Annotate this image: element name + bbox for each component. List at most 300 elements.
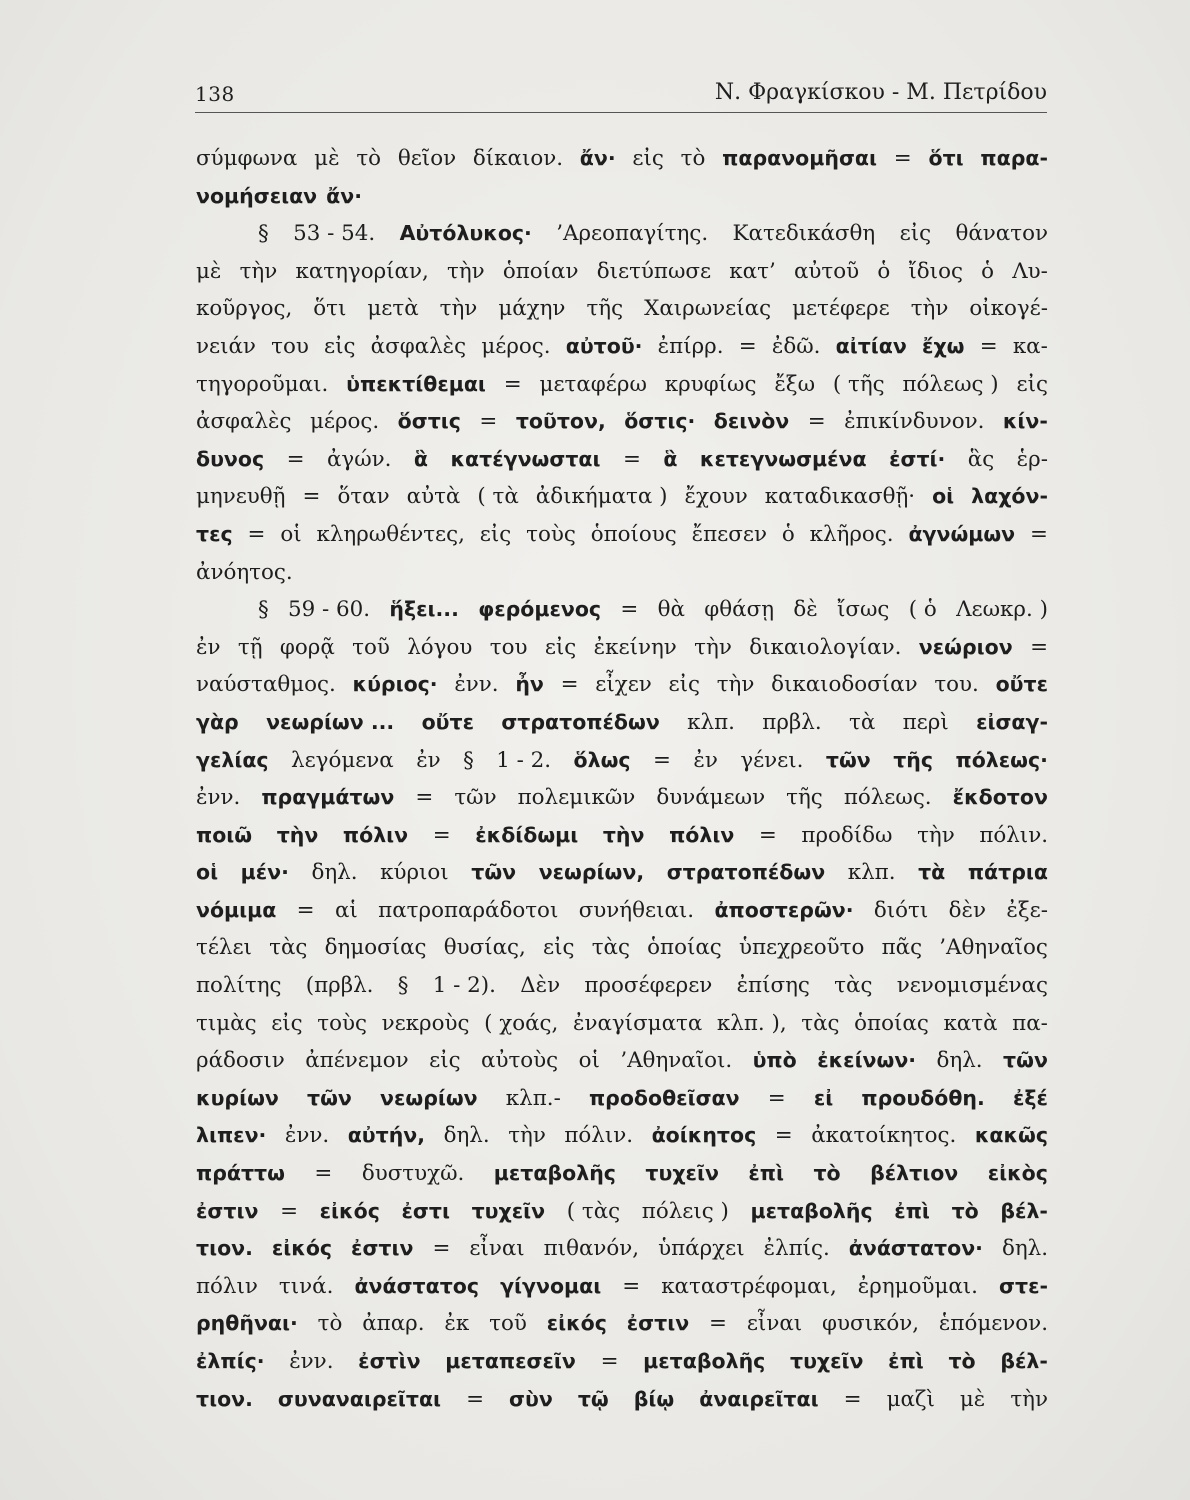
lemma-word: τὴν xyxy=(602,822,645,847)
lemma-word: ἀναιρεῖται xyxy=(699,1386,819,1411)
text-word: εἶναι xyxy=(746,1311,803,1337)
text-word: εἰς xyxy=(668,672,700,698)
text-word: § xyxy=(397,973,409,999)
text-line xyxy=(196,779,1048,817)
lemma-word: μεταβολῆς xyxy=(643,1349,766,1373)
text-line xyxy=(196,1155,1048,1193)
text-word: σύμφωνα xyxy=(196,146,298,171)
text-word: ἃς xyxy=(967,446,995,472)
text-word: ἐνν. xyxy=(289,1349,334,1374)
text-word: δίκαιον. xyxy=(472,146,564,171)
text-word: θὰ xyxy=(657,597,685,623)
text-word: ( χοάς, xyxy=(484,1010,559,1036)
text-word: τὴν xyxy=(694,634,732,660)
text-word: 1 - 2. xyxy=(496,747,552,773)
text-word: τῆς xyxy=(586,296,624,322)
text-word: μὲ xyxy=(959,1386,986,1412)
text-word: ὁ xyxy=(981,258,995,284)
lemma-word: ἐξέ xyxy=(1012,1085,1048,1110)
text-word: εἰς xyxy=(479,521,512,547)
text-word: ἐν xyxy=(693,747,718,773)
lemma-word: νεωρίων xyxy=(380,1085,478,1110)
text-word: Δὲν xyxy=(520,973,561,999)
text-word: αὐτοὺς xyxy=(481,1048,559,1074)
text-word: πᾶς xyxy=(881,935,923,961)
lemma-word: εἰκός xyxy=(319,1198,380,1223)
lemma-word: δυνος xyxy=(196,446,265,471)
text-word: ὁποίους xyxy=(590,521,677,547)
text-word: διετύπωσε xyxy=(596,258,712,284)
text-word: ἐλπίς. xyxy=(763,1236,830,1262)
lemma-word: ὑπεκτίθεμαι xyxy=(346,371,486,396)
text-line xyxy=(196,967,1048,1005)
lemma-word: εἰκός xyxy=(271,1236,333,1261)
text-word: φυσικόν, xyxy=(822,1311,920,1337)
text-word: τὴν xyxy=(508,1123,546,1149)
text-word: ἀπένεμον xyxy=(305,1048,409,1074)
text-line xyxy=(196,253,1048,291)
text-word: διότι xyxy=(873,897,929,923)
lemma-word: ἀνάστατον· xyxy=(848,1236,983,1261)
lemma-word: συναναιρεῖται xyxy=(277,1386,442,1411)
text-word: κλπ. xyxy=(687,709,735,735)
text-line xyxy=(196,817,1048,855)
text-line xyxy=(196,854,1048,892)
lemma-word: ἥξει... xyxy=(389,597,459,622)
text-word: (πρβλ. xyxy=(305,973,374,999)
text-word: = xyxy=(286,446,305,472)
lemma-word: ὅλως xyxy=(573,747,631,772)
text-word: πόλιν. xyxy=(564,1123,634,1149)
text-word: ’Αθηναῖος xyxy=(939,935,1048,961)
lemma-word: αὐτήν, xyxy=(347,1123,426,1148)
text-word: Λυ- xyxy=(1012,258,1048,284)
text-word: μὲ xyxy=(196,258,222,284)
text-word: πόλεως ) xyxy=(902,371,999,397)
text-word: ἐπίρρ. xyxy=(657,333,724,359)
text-line xyxy=(196,929,1048,967)
lemma-word: μεταβολῆς xyxy=(750,1198,873,1223)
text-word: τινά. xyxy=(278,1273,334,1299)
lemma-word: ἃ xyxy=(663,446,678,471)
text-word: προσέφερεν xyxy=(584,973,713,999)
text-word: νειάν xyxy=(196,333,256,359)
text-word: θυσίας, xyxy=(443,935,526,961)
text-line xyxy=(196,1268,1048,1306)
text-word: δικαιολογίαν. xyxy=(749,634,902,660)
lemma-word: στρατοπέδων xyxy=(666,860,826,885)
lemma-word: εἰσαγ- xyxy=(976,709,1048,734)
text-word: κλπ. ), xyxy=(716,1010,787,1036)
text-word: δυνάμεων xyxy=(656,785,766,811)
text-word: τὰς xyxy=(834,973,873,999)
text-line xyxy=(196,1343,1048,1381)
lemma-word: λαχόν- xyxy=(971,484,1048,509)
text-word: τιμὰς xyxy=(196,1010,257,1036)
lemma-word: τοῦτον, xyxy=(515,409,606,434)
text-word: πόλεως. xyxy=(843,785,932,811)
lemma-word: ἐστιν xyxy=(196,1198,259,1223)
text-word: = xyxy=(622,446,641,472)
text-word: ὁποίας xyxy=(854,1010,929,1036)
text-word: κατηγορίαν, xyxy=(295,258,429,284)
text-word: τοῦ xyxy=(352,634,390,660)
text-word: εἰς xyxy=(632,146,664,171)
text-word: τὴν xyxy=(439,296,478,322)
lemma-word: στε- xyxy=(999,1273,1048,1298)
text-word: ( ὁ xyxy=(908,597,937,623)
text-word: = xyxy=(807,409,826,435)
text-word: ἔξω xyxy=(774,371,816,397)
text-word: τὴν xyxy=(716,672,755,698)
text-word: τὸ xyxy=(356,146,382,171)
lemma-word: τιον. xyxy=(196,1386,253,1411)
lemma-word: κατέγνωσται xyxy=(450,446,601,471)
text-line xyxy=(196,629,1048,667)
lemma-word: νόμιμα xyxy=(196,897,277,922)
text-word: δὲν xyxy=(948,897,987,923)
text-line xyxy=(196,441,1048,479)
lemma-word: μεταπεσεῖν xyxy=(445,1349,576,1373)
text-word: τοὺς xyxy=(317,1010,367,1036)
text-word: = xyxy=(296,897,315,923)
text-line xyxy=(196,892,1048,930)
text-word: θεῖον xyxy=(397,146,457,171)
lemma-word: ἄν· xyxy=(579,146,616,170)
lemma-word: ρηθῆναι· xyxy=(196,1311,298,1336)
text-word: φθάσῃ xyxy=(704,597,775,623)
text-word: ἑπόμενον. xyxy=(938,1311,1048,1337)
text-word: πιθανόν, xyxy=(543,1236,640,1262)
text-word: = xyxy=(466,1386,484,1412)
lemma-word: πόλεως· xyxy=(955,747,1048,772)
lemma-word: παρα- xyxy=(980,146,1048,170)
text-word: ἐναγίσματα xyxy=(572,1010,703,1036)
text-word: § xyxy=(463,747,474,773)
text-word: νενομισμένας xyxy=(896,973,1048,999)
lemma-word: ἐπὶ xyxy=(888,1349,924,1373)
text-line xyxy=(196,742,1048,780)
lemma-word: νομήσειαν xyxy=(196,183,318,208)
text-word: ὁποίαν xyxy=(502,258,579,284)
lemma-word: τῶν xyxy=(307,1085,352,1110)
text-word: κλπ. xyxy=(847,860,896,886)
text-word: καταστρέφομαι, xyxy=(661,1273,837,1299)
lemma-word: τῶν xyxy=(1003,1048,1048,1073)
lemma-word: τες xyxy=(196,521,233,546)
text-word: μὲ xyxy=(314,146,340,171)
lemma-word: οὔτε xyxy=(421,709,474,734)
text-word: = xyxy=(758,822,777,848)
text-word: = xyxy=(302,484,321,510)
lemma-word: ὅστις· xyxy=(624,409,696,434)
lemma-word: εἰκός xyxy=(546,1311,607,1336)
lemma-word: τὸ xyxy=(813,1161,841,1186)
text-word: ὑπεχρεοῦτο xyxy=(739,935,865,961)
text-word: ἀγών. xyxy=(326,446,392,472)
lemma-word: τῆς xyxy=(893,747,934,772)
text-word: κύριοι xyxy=(380,860,449,886)
text-word: εἶναι xyxy=(469,1236,525,1262)
text-word: καταδικασθῇ· xyxy=(764,484,916,510)
text-word: = xyxy=(653,747,671,773)
text-word: τῆς xyxy=(786,785,823,811)
text-line xyxy=(196,1042,1048,1080)
text-word: ἐκ xyxy=(444,1311,470,1337)
lemma-word: ἐκείνων· xyxy=(817,1048,917,1073)
text-word: = xyxy=(767,1085,786,1111)
lemma-word: εἰ xyxy=(813,1085,834,1110)
lemma-word: σὺν xyxy=(509,1386,553,1411)
lemma-word: λιπεν· xyxy=(196,1123,267,1148)
lemma-word: βέλτιον xyxy=(870,1161,959,1186)
text-word: = xyxy=(432,822,451,848)
text-word: τὴν xyxy=(1010,1386,1048,1412)
lemma-word: παρανομῆσαι xyxy=(722,146,877,170)
lemma-word: τῷ xyxy=(577,1386,609,1411)
text-line xyxy=(196,178,1048,216)
text-word: ἐδῶ. xyxy=(771,333,821,359)
text-word: μετέφερε xyxy=(792,296,890,322)
text-word: ἀνόητος. xyxy=(196,559,293,585)
text-word: ράδοσιν xyxy=(196,1048,285,1074)
text-word: δηλ. xyxy=(311,860,358,886)
text-word: εἰς xyxy=(324,333,356,359)
text-word: πρβλ. xyxy=(762,709,822,735)
text-word: του xyxy=(271,333,309,359)
lemma-word: ἐκδίδωμι xyxy=(475,822,579,847)
lemma-word: πραγμάτων xyxy=(261,785,395,810)
lemma-word: κακῶς xyxy=(974,1123,1048,1148)
lemma-word: δεινὸν xyxy=(713,409,790,434)
lemma-word: πόλιν xyxy=(342,822,409,847)
text-word: προδίδω xyxy=(801,822,893,848)
text-word: = xyxy=(774,1123,793,1149)
text-line xyxy=(196,1080,1048,1118)
text-word: τὰς xyxy=(591,935,630,961)
text-word: = xyxy=(622,1273,641,1299)
lemma-word: ἀποστερῶν· xyxy=(714,897,854,922)
lemma-word: ἀοίκητος xyxy=(651,1123,757,1148)
text-word: Κατεδικάσθη xyxy=(732,221,876,247)
text-word: οἱ xyxy=(578,1048,600,1074)
lemma-word: τὸ xyxy=(951,1198,979,1223)
text-word: = xyxy=(247,521,266,547)
text-word: ἑρ- xyxy=(1016,446,1048,472)
text-word: ἴσως xyxy=(837,597,890,623)
lemma-word: νεωρίων ... xyxy=(266,709,395,734)
text-word: τῶν xyxy=(454,785,497,811)
text-word: = xyxy=(620,597,639,623)
lemma-word: νεώριον xyxy=(918,634,1013,659)
text-word: § xyxy=(258,221,269,247)
text-word: ἐπίσης xyxy=(736,973,810,999)
text-word: ’Αθηναῖοι. xyxy=(620,1048,733,1074)
lemma-word: ἐστί· xyxy=(889,446,946,471)
text-word: οἱ xyxy=(280,521,302,547)
lemma-word: πόλιν xyxy=(669,822,735,847)
text-word: κληρωθέντες, xyxy=(316,521,465,547)
lemma-word: ἐπὶ xyxy=(894,1198,930,1223)
text-word: Χαιρωνείας xyxy=(644,296,772,322)
text-word: = xyxy=(314,1161,333,1187)
lemma-word: μεταβολῆς xyxy=(493,1161,616,1186)
text-word: εἰς xyxy=(271,1010,303,1036)
lemma-word: ἐστιν xyxy=(626,1311,690,1336)
lemma-word: ποιῶ xyxy=(196,822,253,847)
lemma-word: φερόμενος xyxy=(478,597,602,622)
text-word: δικαιοδοσίαν xyxy=(771,672,918,698)
text-line xyxy=(196,140,1048,178)
text-word: ὁ xyxy=(781,521,795,547)
lemma-word: τυχεῖν xyxy=(471,1198,546,1223)
text-word: τηγοροῦμαι. xyxy=(196,371,329,397)
text-word: ἀδικήματα ) xyxy=(535,484,668,510)
text-word: 59 - 60. xyxy=(288,597,371,623)
text-word: συνήθειαι. xyxy=(578,897,695,923)
text-word: εἰς xyxy=(544,634,577,660)
text-word: αὐτοῦ xyxy=(793,258,860,284)
text-line xyxy=(196,666,1048,704)
text-line xyxy=(196,290,1048,328)
text-word: ἐρημοῦμαι. xyxy=(857,1273,978,1299)
text-word: εἰς xyxy=(1016,371,1048,397)
text-word: ναύσταθμος. xyxy=(196,672,336,698)
lemma-word: αὐτοῦ· xyxy=(565,333,643,358)
lemma-word: τιον. xyxy=(196,1236,253,1261)
lemma-word: τῶν xyxy=(825,747,871,772)
text-word: τὴν xyxy=(447,258,485,284)
text-word: ὁποίας xyxy=(647,935,722,961)
lemma-word: αἰτίαν xyxy=(835,333,907,358)
text-word: δὲ xyxy=(793,597,818,623)
text-word: = xyxy=(560,672,579,698)
text-word: τοὺς xyxy=(526,521,576,547)
text-word: τὰ xyxy=(848,709,876,735)
lemma-word: οὔτε xyxy=(995,672,1048,697)
text-word: = xyxy=(709,1311,727,1337)
text-line xyxy=(196,554,1048,592)
text-word: τὰς xyxy=(269,935,308,961)
page-header xyxy=(195,80,1047,113)
text-word: μηνευθῇ xyxy=(196,484,286,510)
text-word: δηλ. xyxy=(443,1123,490,1149)
text-word: τὴν xyxy=(910,296,949,322)
lemma-word: γὰρ xyxy=(196,709,239,734)
text-word: = xyxy=(280,1198,298,1224)
lemma-word: ἔχω xyxy=(922,333,965,358)
text-word: μάχην xyxy=(498,296,566,322)
text-word: πολεμικῶν xyxy=(517,785,636,811)
lemma-word: τὰ xyxy=(918,860,946,885)
lemma-word: ἐστὶν xyxy=(358,1349,421,1373)
lemma-word: ὑπὸ xyxy=(752,1048,797,1073)
lemma-word: στρατοπέδων xyxy=(501,709,660,734)
lemma-word: κίν- xyxy=(1002,409,1048,434)
page-number: 138 xyxy=(195,82,235,106)
text-line xyxy=(196,478,1048,516)
lemma-word: ἀνάστατος xyxy=(354,1273,480,1298)
text-word: ἀκατοίκητος. xyxy=(811,1123,957,1149)
text-word: ἔχουν xyxy=(684,484,748,510)
lemma-word: γελίας xyxy=(196,747,269,772)
text-word: ἀσφαλὲς xyxy=(370,333,467,359)
lemma-word: βέλ- xyxy=(1000,1198,1048,1223)
text-word: = xyxy=(738,333,757,359)
text-line xyxy=(196,215,1048,253)
text-word: μεταφέρω xyxy=(539,371,647,397)
text-word: ἐκείνην xyxy=(593,634,677,660)
text-word: τὰς xyxy=(801,1010,840,1036)
text-word: ὅτι xyxy=(313,296,347,322)
lemma-word: ἃ xyxy=(413,446,429,471)
text-word: ἐνν. xyxy=(284,1123,330,1149)
text-word: θάνατον xyxy=(955,221,1048,247)
lemma-word: κετεγνωσμένα xyxy=(699,446,867,471)
lemma-word: κύριος· xyxy=(352,672,438,697)
text-word: εἰς xyxy=(899,221,932,247)
text-word: ὑπάρχει xyxy=(658,1236,745,1262)
lemma-word: οἱ xyxy=(196,860,219,885)
text-line xyxy=(196,1230,1048,1268)
text-word: = xyxy=(1030,521,1048,547)
lemma-word: βίῳ xyxy=(633,1386,675,1411)
text-word: ἐν xyxy=(196,634,221,660)
text-word: τὴν xyxy=(917,822,955,848)
text-word: ἀσφαλὲς xyxy=(196,409,292,435)
text-line xyxy=(196,591,1048,629)
lemma-word: τυχεῖν xyxy=(645,1161,719,1186)
text-word: του xyxy=(489,634,528,660)
text-word: = xyxy=(843,1386,862,1412)
text-word: ἐν xyxy=(416,747,441,773)
text-word: πα- xyxy=(1012,1010,1048,1036)
lemma-word: βέλ- xyxy=(1000,1349,1048,1373)
lemma-word: μέν· xyxy=(240,860,289,885)
text-word: ἐνν. xyxy=(454,672,499,698)
text-word: φορᾷ xyxy=(279,634,335,660)
lemma-word: κυρίων xyxy=(196,1085,279,1110)
text-word: οἰκογέ- xyxy=(969,296,1048,322)
text-word: ( τὰς xyxy=(566,1198,621,1224)
lemma-word: ἐλπίς· xyxy=(196,1349,265,1373)
text-word: μέρος. xyxy=(481,333,551,359)
lemma-word: ὅτι xyxy=(928,146,964,170)
text-word: νεκροὺς xyxy=(381,1010,470,1036)
text-word: μέρος. xyxy=(309,409,380,435)
text-word: = xyxy=(979,333,998,359)
text-word: ( τὰ xyxy=(477,484,519,510)
text-word: λεγόμενα xyxy=(291,747,394,773)
text-word: πόλεις ) xyxy=(641,1198,729,1224)
text-word: πόλιν. xyxy=(979,822,1048,848)
lemma-word: ἄν· xyxy=(326,183,362,208)
text-word: = xyxy=(503,371,522,397)
lemma-word: ἔκδοτον xyxy=(952,785,1048,810)
lemma-word: τῶν xyxy=(471,860,517,885)
lemma-word: ὅστις xyxy=(397,409,461,434)
text-word: κλῆρος. xyxy=(809,521,894,547)
text-word: πολίτης xyxy=(196,973,282,999)
text-word: = xyxy=(432,1236,451,1262)
text-word: τῇ xyxy=(237,634,263,660)
text-word: αὐτὰ xyxy=(406,484,461,510)
text-word: = xyxy=(600,1349,619,1374)
text-line xyxy=(196,1117,1048,1155)
text-word: εἰς xyxy=(543,935,575,961)
text-word: = xyxy=(415,785,434,811)
text-word: κα- xyxy=(1012,333,1048,359)
